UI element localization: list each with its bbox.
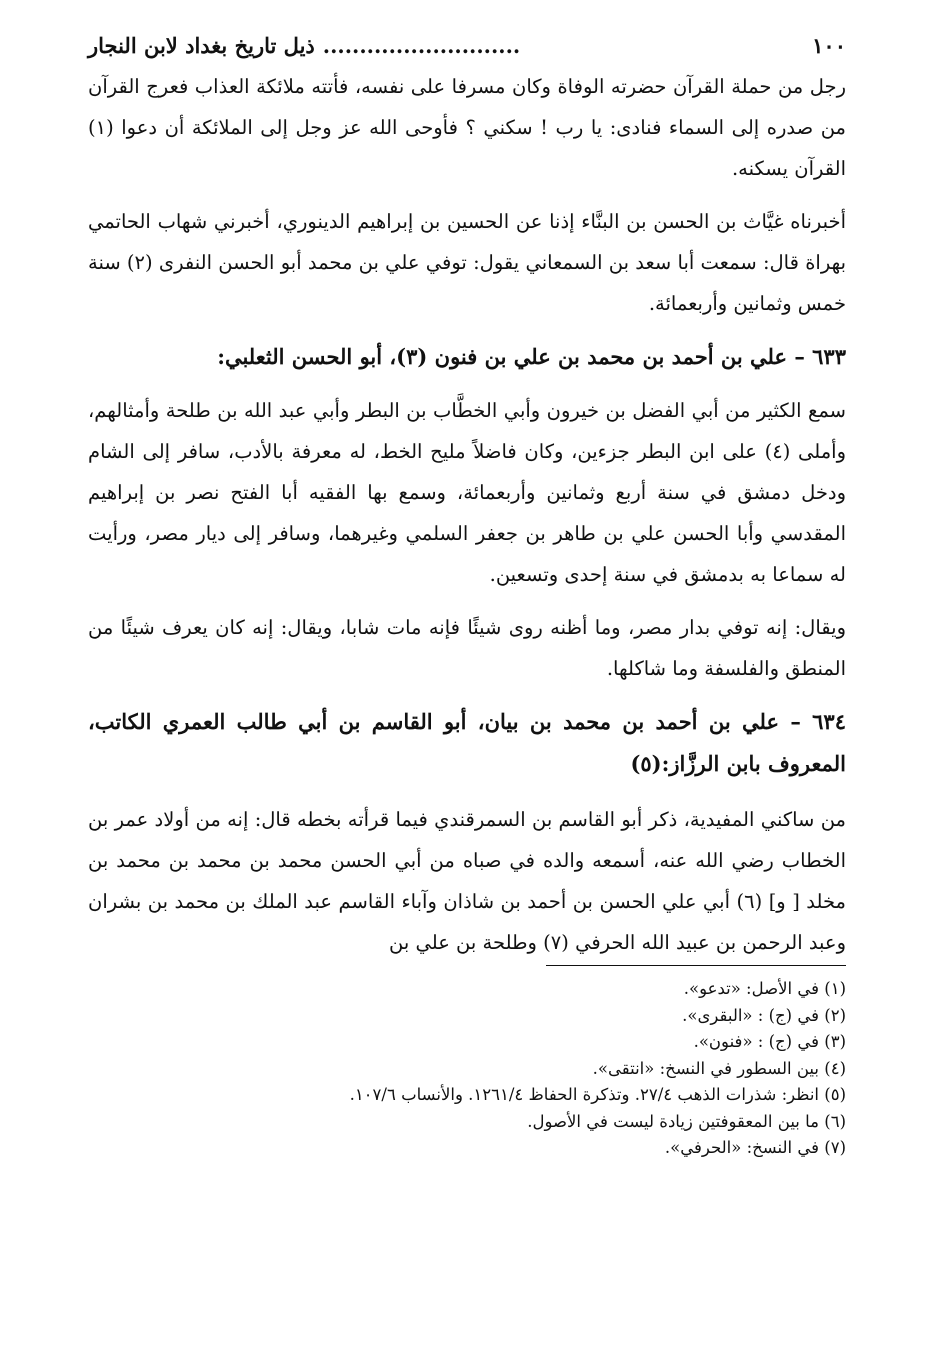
footnote-6: (٦) ما بين المعقوفتين زيادة ليست في الأصول. — [527, 1111, 846, 1131]
entry-heading-634: ٦٣٤ – علي بن أحمد بن محمد بن بيان، أبو القاسم بن أبي طالب العمري الكاتب، المعروف بابن الرزَّاز:(٥) — [88, 709, 846, 776]
entry-heading-633: ٦٣٣ – علي بن أحمد بن محمد بن علي بن فنون (٣)، أبو الحسن الثعلبي: — [217, 344, 846, 369]
page-number: ١٠٠ — [812, 33, 846, 58]
running-title: ذيل تاريخ بغداد لابن النجار — [88, 33, 315, 58]
entry-633-body: سمع الكثير من أبي الفضل بن خيرون وأبي الخطَّاب بن البطر وأبي عبد الله بن طلحة وأمثالهم، وأملى (٤) على ابن البطر جزءين، وكان فاضلاً مليح الخط، له معرفة بالأدب، سافر إلى الشام ودخل دمشق في سنة أربع وثمانين وأربعمائة، وسمع بها الفقيه أبا الفتح نصر بن إبراهيم المقدسي وأبا الحسن علي بن طاهر بن جعفر السلمي وغيرهما، وسافر إلى ديار مصر، ورأيت له سماعا به بدمشق في سنة إحدى وتسعين. — [88, 399, 847, 586]
entry-633-note: ويقال: إنه توفي بدار مصر، وما أظنه روى شيئًا فإنه مات شابا، ويقال: إنه كان يعرف شيئًا من المنطق والفلسفة وما شاكلها. — [88, 616, 846, 680]
spacer — [88, 378, 846, 390]
footnote-3: (٣) في (ج) : «فنون». — [693, 1032, 846, 1051]
spacer — [88, 689, 846, 701]
footnote-2: (٢) في (ج) : «البقرى». — [682, 1005, 846, 1025]
footnote-separator — [546, 965, 846, 966]
book-page — [88, 28, 846, 1361]
leader-dots: ........................... — [322, 33, 521, 58]
footnote-5: (٥) انظر: شذرات الذهب ٢٧/٤. وتذكرة الحفاظ ١٢٦١/٤. والأنساب ١٠٧/٦. — [349, 1085, 846, 1104]
paragraph-quran-story: رجل من حملة القرآن حضرته الوفاة وكان مسرفا على نفسه، فأتته ملائكة العذاب فعرج القرآن من صدره إلى السماء فنادى: يا رب ! سكني ؟ فأوحى الله عز وجل إلى الملائكة أن دعوا (١) القرآن يسكنه. — [88, 75, 846, 180]
footnotes-list — [88, 976, 846, 1162]
paragraph-isnad: أخبرناه غيَّاث بن الحسن بن البنَّاء إذنا عن الحسين بن إبراهيم الدينوري، أخبرني شهاب الحاتمي بهراة قال: سمعت أبا سعد بن السمعاني يقول: توفي علي بن محمد أبو الحسن النفرى (٢) سنة خمس وثمانين وأربعمائة. — [88, 210, 847, 315]
footnote-4: (٤) بين السطور في النسخ: «انتقى». — [592, 1058, 846, 1078]
footnote-1: (١) في الأصل: «تدعو». — [683, 979, 846, 998]
spacer — [88, 785, 846, 799]
footnote-7: (٧) في النسخ: «الحرفي». — [664, 1138, 846, 1157]
spacer — [88, 595, 846, 607]
running-header — [88, 28, 846, 66]
spacer — [88, 189, 846, 201]
spacer — [88, 324, 846, 336]
entry-634-body: من ساكني المفيدية، ذكر أبو القاسم بن السمرقندي فيما قرأته بخطه قال: إنه من أولاد عمر بن الخطاب رضي الله عنه، أسمعه والده في صباه من أبي الحسن محمد بن محمد بن محمد بن مخلد [ و] (٦) أبي علي الحسن بن أحمد بن شاذان وآباء القاسم عبد الملك بن محمد بن بشران وعبد الرحمن بن عبيد الله الحرفي (٧) وطلحة بن علي بن — [88, 808, 846, 954]
